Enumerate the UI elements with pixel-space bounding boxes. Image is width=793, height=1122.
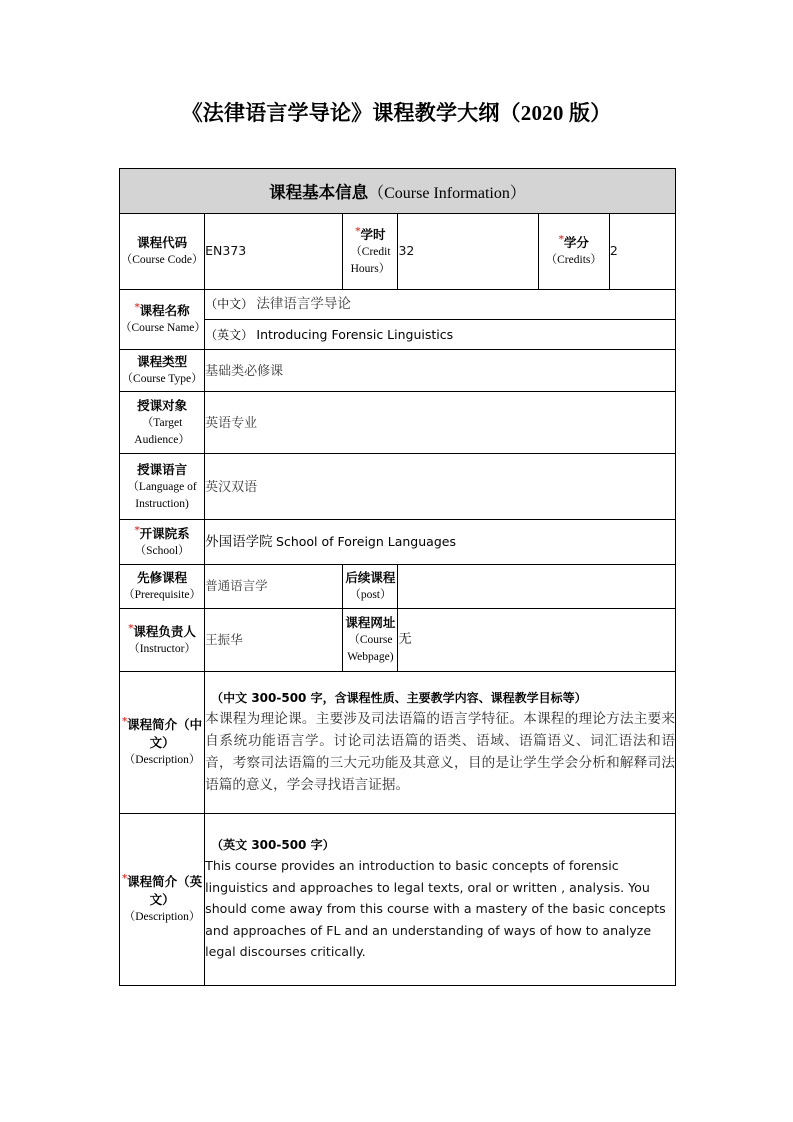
description-cn-hint: （中文 300-500 字，含课程性质、主要教学内容、课程教学目标等） xyxy=(211,690,587,705)
table-row xyxy=(120,454,676,520)
table-header-cell xyxy=(120,169,676,214)
label-prerequisite-en: （Prerequisite） xyxy=(123,589,202,602)
label-credits xyxy=(538,214,609,290)
label-description-en-en: （Description） xyxy=(123,911,201,924)
required-marker-icon: * xyxy=(128,622,134,634)
label-post-course-cn: 后续课程 xyxy=(345,570,396,586)
value-instructor: 王振华 xyxy=(205,609,343,672)
label-description-cn-en: （Description） xyxy=(123,754,201,767)
label-course-name-cn: *课程名称 xyxy=(134,301,190,319)
table-header-title-cn: 课程基本信息 xyxy=(269,183,369,202)
label-description-en xyxy=(120,814,205,986)
table-row xyxy=(120,350,676,392)
table-header-row xyxy=(120,169,676,214)
label-course-name-en: （Course Name） xyxy=(120,322,206,335)
table-row xyxy=(120,290,676,320)
label-target-audience xyxy=(120,392,205,454)
table-row xyxy=(120,672,676,814)
label-course-type-cn: 课程类型 xyxy=(137,354,188,370)
label-description-en-title: *课程简介（英文） xyxy=(121,872,203,908)
description-cn-body: 本课程为理论课。主要涉及司法语篇的语言学特征。本课程的理论方法主要来自系统功能语言学。讨论司法语篇的语类、语域、语篇语义、词汇语法和语音，考察司法语篇的三大元功能及其意义，目的是让学生学会分析和解释司法语篇的意义，学会寻找语言证据。 xyxy=(205,710,675,793)
label-description-cn xyxy=(120,672,205,814)
label-course-code-cn: 课程代码 xyxy=(137,235,188,251)
label-target-audience-en: （Target Audience） xyxy=(134,416,190,446)
value-school-cn: 外国语学院 xyxy=(205,533,273,549)
table-row xyxy=(120,814,676,986)
table-row xyxy=(120,565,676,609)
required-marker-icon: * xyxy=(121,715,128,727)
table-row xyxy=(120,392,676,454)
label-course-type xyxy=(120,350,205,392)
value-credit-hours: 32 xyxy=(398,214,538,290)
label-school xyxy=(120,520,205,565)
page-title: 《法律语言学导论》课程教学大纲（2020 版） xyxy=(181,101,612,125)
value-description-en xyxy=(205,814,676,986)
label-post-course xyxy=(343,565,398,609)
label-post-course-en: （post） xyxy=(349,589,392,602)
label-course-name xyxy=(120,290,205,350)
required-marker-icon: * xyxy=(558,233,564,245)
value-credits: 2 xyxy=(609,214,675,290)
table-row xyxy=(120,520,676,565)
value-course-type: 基础类必修课 xyxy=(205,350,676,392)
label-credits-cn: *学分 xyxy=(558,233,589,251)
course-name-en-tag: （英文） xyxy=(205,327,254,342)
label-language-of-instruction xyxy=(120,454,205,520)
label-course-webpage xyxy=(343,609,398,672)
value-school xyxy=(205,520,676,565)
description-en-body: This course provides an introduction to basic concepts of forensic linguistics and approaches to legal texts, oral or written , analysis. You should come away from this course with a mastery of the basic concepts and approaches of FL and an understanding of ways of how to analyze legal discourses critically. xyxy=(205,857,666,960)
table-row xyxy=(120,214,676,290)
label-target-audience-cn: 授课对象 xyxy=(137,397,188,413)
label-language-of-instruction-cn: 授课语言 xyxy=(137,461,188,477)
required-marker-icon: * xyxy=(134,524,140,536)
course-name-en-value: Introducing Forensic Linguistics xyxy=(256,326,454,342)
label-course-webpage-cn: 课程网址 xyxy=(345,615,396,631)
value-description-cn xyxy=(205,672,676,814)
course-name-cn-tag: （中文） xyxy=(205,297,254,312)
label-credit-hours-cn: *学时 xyxy=(355,225,386,242)
label-instructor xyxy=(120,609,205,672)
label-course-webpage-en: （Course Webpage) xyxy=(347,634,394,664)
course-information-table xyxy=(119,168,676,986)
label-language-of-instruction-en: （Language of Instruction) xyxy=(127,480,197,510)
value-course-name-en xyxy=(205,320,676,350)
description-en-hint: （英文 300-500 字） xyxy=(211,837,335,852)
label-credit-hours-en: （Credit Hours） xyxy=(350,245,391,275)
label-instructor-cn: *课程负责人 xyxy=(128,622,196,639)
label-course-code xyxy=(120,214,205,290)
required-marker-icon: * xyxy=(121,872,128,884)
value-course-name-cn xyxy=(205,290,676,320)
label-credits-en: （Credits） xyxy=(545,254,602,267)
label-prerequisite xyxy=(120,565,205,609)
label-prerequisite-cn: 先修课程 xyxy=(137,570,188,586)
value-language-of-instruction: 英汉双语 xyxy=(205,454,676,520)
label-course-code-en: （Course Code） xyxy=(120,254,204,267)
table-row xyxy=(120,609,676,672)
label-credit-hours xyxy=(343,214,398,290)
course-name-cn-value: 法律语言学导论 xyxy=(256,296,351,312)
required-marker-icon: * xyxy=(355,225,361,237)
label-school-cn: *开课院系 xyxy=(134,524,190,541)
value-post-course xyxy=(398,565,676,609)
value-prerequisite: 普通语言学 xyxy=(205,565,343,609)
value-target-audience: 英语专业 xyxy=(205,392,676,454)
value-course-code: EN373 xyxy=(205,214,343,290)
required-marker-icon: * xyxy=(134,301,140,313)
label-description-cn-title: *课程简介（中文） xyxy=(121,715,203,751)
value-school-en: School of Foreign Languages xyxy=(276,533,456,549)
table-header-title-en: （Course Information） xyxy=(368,185,526,202)
label-instructor-en: （Instructor） xyxy=(128,642,196,655)
value-course-webpage: 无 xyxy=(398,609,676,672)
label-course-type-en: （Course Type） xyxy=(121,373,203,386)
label-school-en: （School） xyxy=(134,544,190,557)
